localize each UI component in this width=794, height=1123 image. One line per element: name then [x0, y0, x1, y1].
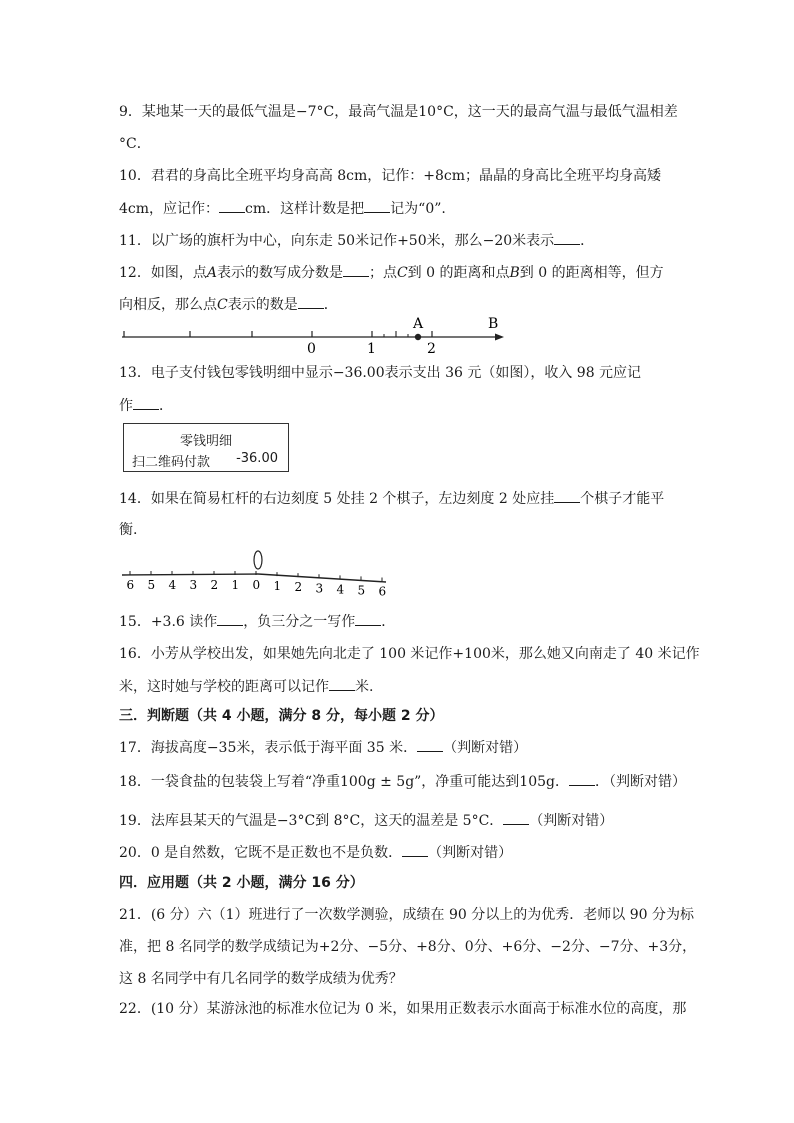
q16-line1: 16．小芳从学校出发，如果她先向北走了 100 米记作+100米，那么她又向南走了 40 米记作 [119, 646, 700, 662]
lever-bar-left [122, 574, 258, 575]
lever-pivot [254, 551, 262, 569]
q16-blank-2[interactable] [329, 676, 355, 691]
q15-line [119, 611, 395, 632]
q19-hint: （判断对错） [529, 813, 614, 829]
lever-figure [118, 548, 392, 600]
q13-line2 [119, 395, 173, 416]
wallet-amount: -36.00 [236, 451, 278, 466]
q17-text: 17．海拔高度−35米，表示低于海平面 35 米． [119, 740, 418, 756]
q20-line [119, 842, 512, 863]
q12-text-e: 到 0 的距离相等，但方 [519, 265, 664, 281]
lever-tick-label: 6 [378, 584, 387, 599]
wallet-title: 零钱明细 [179, 434, 232, 449]
label-1: 1 [367, 341, 376, 356]
q14-text-b: 个棋子才能平 [580, 491, 665, 507]
q20-blank[interactable] [402, 842, 428, 857]
q13-text-b: ． [159, 398, 173, 414]
q11-text-b: ． [580, 233, 595, 249]
point-a-dot [415, 334, 421, 340]
lever-tick-label: 4 [336, 582, 345, 597]
q21-line3: 这 8 名同学中有几名同学的数学成绩为优秀？ [119, 971, 403, 987]
q18-hint: ．（判断对错） [595, 774, 686, 790]
q16-text-a: 米，这时她与学校的距离可以记作 [119, 679, 329, 695]
q14-line2: 衡. [119, 522, 138, 538]
q9-line2 [119, 134, 151, 154]
q12-line2 [119, 294, 338, 315]
q12-point-a-label: A [206, 265, 217, 281]
q12-text-c: ；点 [368, 265, 397, 281]
q11-line [119, 230, 594, 251]
q12-text-f: 向相反，那么点 [119, 297, 217, 313]
point-b-label: B [488, 316, 499, 332]
q14-blank[interactable] [554, 488, 580, 503]
number-line-arrow [495, 334, 504, 341]
q10-blank-1[interactable] [219, 198, 245, 213]
q9-line1: 9．某地某一天的最低气温是−7°C，最高气温是10°C，这一天的最高气温与最低气温相差 [119, 104, 678, 120]
wallet-detail-box [123, 423, 289, 472]
q10-text-b: cm．这样计数是把 [245, 201, 365, 217]
lever-tick-label: 2 [210, 578, 219, 592]
q10-line2 [119, 198, 446, 219]
q12-text-h: ． [323, 297, 338, 313]
q13-blank[interactable] [133, 395, 159, 410]
point-a-label: A [413, 316, 424, 332]
q19-blank[interactable] [503, 810, 529, 825]
section-4-heading: 四．应用题（共 2 小题，满分 16 分） [119, 875, 364, 891]
label-0: 0 [307, 341, 316, 356]
q12-blank-2[interactable] [298, 294, 324, 309]
q12-point-b-label: B [509, 265, 520, 281]
q12-point-c-label-2: C [217, 297, 228, 313]
q14-text-a: 14．如果在简易杠杆的右边刻度 5 处挂 2 个棋子，左边刻度 2 处应挂 [119, 491, 555, 507]
q17-blank[interactable] [417, 737, 443, 752]
q13-text-a: 作 [119, 398, 133, 414]
q15-blank-1[interactable] [217, 611, 243, 626]
q12-text-d: 到 0 的距离和点 [407, 265, 510, 281]
lever-tick-label: 2 [294, 580, 303, 595]
q12-line1 [119, 262, 664, 283]
lever-tick-label: 0 [252, 578, 261, 592]
q19-text: 19．法库县某天的气温是−3°C到 8°C，这天的温差是 5°C． [119, 813, 504, 829]
q22-line1: 22．(10 分）某游泳池的标准水位记为 0 米，如果用正数表示水面高于标准水位的高度，那 [119, 1001, 687, 1017]
q11-text-a: 11．以广场的旗杆为中心，向东走 50米记作+50米，那么−20米表示 [119, 233, 555, 249]
q14-line1 [119, 488, 664, 509]
lever-tick-label: 1 [231, 578, 240, 592]
q11-blank[interactable] [554, 230, 580, 245]
q16-text-b: 米. [355, 679, 374, 695]
label-2: 2 [427, 341, 436, 356]
q20-text: 20．0 是自然数，它既不是正数也不是负数． [119, 845, 403, 861]
q21-line2: 准，把 8 名同学的数学成绩记为+2分、−5分、+8分、0分、+6分、−2分、−7分、+3分， [119, 939, 697, 955]
lever-tick-label: 4 [168, 578, 177, 592]
q9-unit: °C． [119, 136, 151, 152]
lever-tick-label: 3 [189, 578, 198, 592]
lever-tick-label: 3 [315, 581, 324, 596]
q13-line1: 13．电子支付钱包零钱明细中显示−36.00表示支出 36 元（如图），收入 98 元应记 [119, 365, 642, 381]
lever-tick-label: 5 [147, 578, 156, 592]
lever-tick-label: 6 [126, 578, 135, 592]
lever-tick-label: 5 [357, 583, 366, 598]
q17-hint: （判断对错） [443, 740, 528, 756]
q15-text-a: 15．+3.6 读作 [119, 614, 218, 630]
q15-text-c: ． [381, 614, 396, 630]
q10-text-c: 记为“0”. [390, 201, 446, 217]
number-line-figure [118, 314, 508, 356]
q16-line2 [119, 676, 373, 697]
q20-hint: （判断对错） [428, 845, 513, 861]
q18-line [119, 771, 686, 792]
q10-blank-2[interactable] [364, 198, 390, 213]
q17-line [119, 737, 527, 758]
q12-blank-1[interactable] [343, 262, 369, 277]
q15-text-b: ，负三分之一写作 [243, 614, 356, 630]
q10-line1: 10．君君的身高比全班平均身高高 8cm，记作：+8cm；晶晶的身高比全班平均身高矮 [119, 168, 662, 184]
q18-text: 18．一袋食盐的包装袋上写着“净重100g ± 5g”，净重可能达到105g． [119, 774, 569, 790]
section-3-heading: 三．判断题（共 4 小题，满分 8 分，每小题 2 分） [119, 708, 444, 724]
q18-blank[interactable] [569, 771, 595, 786]
wallet-description: 扫二维码付款 [132, 455, 211, 470]
q12-point-c-label: C [396, 265, 408, 281]
q12-text-b: 表示的数写成分数是 [216, 265, 343, 281]
q12-text-a: 12．如图，点 [119, 265, 207, 281]
q15-blank-2[interactable] [355, 611, 381, 626]
q12-text-g: 表示的数是 [227, 297, 298, 313]
q21-line1: 21．(6 分）六（1）班进行了一次数学测验，成绩在 90 分以上的为优秀．老师以 90 分为标 [119, 907, 694, 923]
q10-text-a: 4cm，应记作： [119, 201, 220, 217]
q19-line [119, 810, 613, 831]
lever-tick-label: 1 [273, 579, 282, 594]
